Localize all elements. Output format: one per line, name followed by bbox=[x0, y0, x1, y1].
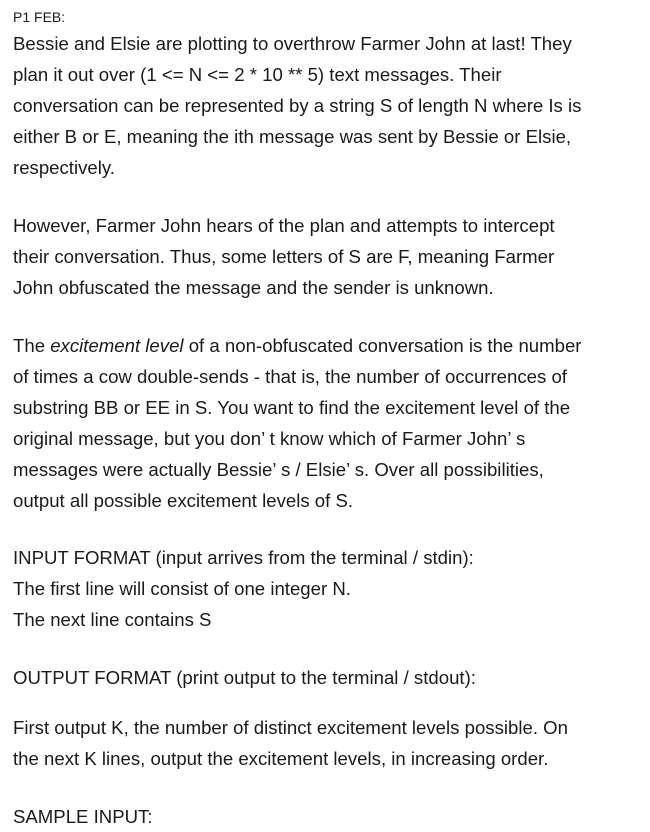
excitement-suffix: of a non-obfuscated conversation is the number bbox=[183, 335, 582, 356]
sample-input-header: SAMPLE INPUT: bbox=[13, 806, 153, 827]
excitement-prefix: The bbox=[13, 335, 51, 356]
input-format-line: The first line will consist of one integer N. bbox=[13, 578, 351, 599]
excitement-line: output all possible excitement levels of S. bbox=[13, 490, 354, 511]
description-line: either B or E, meaning the ith message was sent by Bessie or Elsie, bbox=[13, 126, 572, 147]
description-line: Bessie and Elsie are plotting to overthrow Farmer John at last! They bbox=[13, 33, 572, 54]
output-format-body bbox=[13, 712, 643, 774]
description-line: conversation can be represented by a string S of length N where Is is bbox=[13, 95, 582, 116]
output-format-header: OUTPUT FORMAT (print output to the terminal / stdout): bbox=[13, 667, 476, 688]
problem-heading: P1 FEB: bbox=[13, 9, 66, 25]
intercept-line: their conversation. Thus, some letters of S are F, meaning Farmer bbox=[13, 246, 555, 267]
excitement-paragraph bbox=[13, 330, 643, 516]
intercept-paragraph bbox=[13, 210, 643, 303]
description-line: respectively. bbox=[13, 157, 115, 178]
excitement-level-term: excitement level bbox=[50, 335, 184, 356]
excitement-line: of times a cow double-sends - that is, the number of occurrences of bbox=[13, 366, 567, 387]
excitement-line bbox=[13, 330, 643, 361]
excitement-line: substring BB or EE in S. You want to find the excitement level of the bbox=[13, 397, 571, 418]
output-format-line: First output K, the number of distinct excitement levels possible. On bbox=[13, 717, 568, 738]
input-format-section bbox=[13, 542, 643, 635]
sample-input-section bbox=[13, 801, 643, 832]
intercept-line: However, Farmer John hears of the plan and attempts to intercept bbox=[13, 215, 555, 236]
output-format-header-block bbox=[13, 662, 643, 693]
description-line: plan it out over (1 <= N <= 2 * 10 ** 5) text messages. Their bbox=[13, 64, 502, 85]
intercept-line: John obfuscated the message and the sender is unknown. bbox=[13, 277, 494, 298]
input-format-line: The next line contains S bbox=[13, 609, 212, 630]
input-format-header: INPUT FORMAT (input arrives from the terminal / stdin): bbox=[13, 547, 474, 568]
excitement-line: messages were actually Bessie’ s / Elsie’ s. Over all possibilities, bbox=[13, 459, 544, 480]
description-paragraph bbox=[13, 28, 643, 183]
output-format-line: the next K lines, output the excitement levels, in increasing order. bbox=[13, 748, 549, 769]
excitement-line: original message, but you don’ t know which of Farmer John’ s bbox=[13, 428, 526, 449]
